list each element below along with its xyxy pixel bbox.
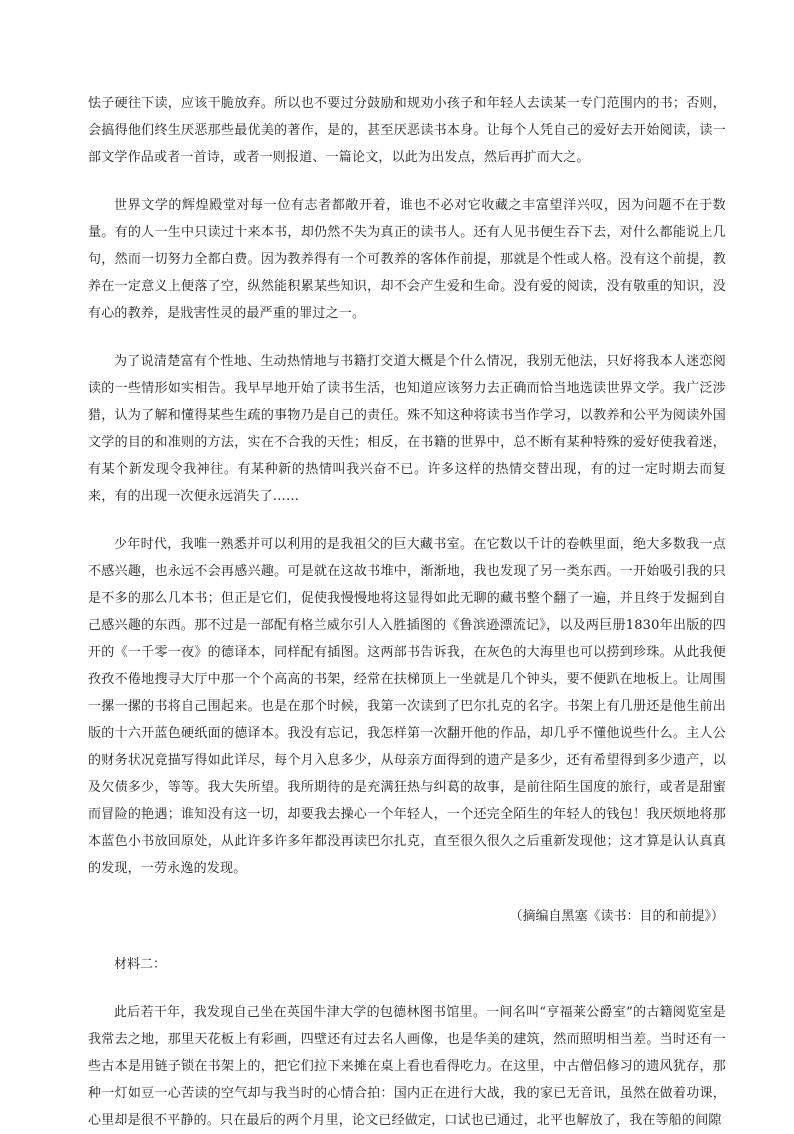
paragraph-1: 怯子硬往下读，应该干脆放弃。所以也不要过分鼓励和规劝小孩子和年轻人去读某一专门范围内的书；否则，会搞得他们终生厌恶那些最优美的著作，是的，甚至厌恶读书本身。让每个人凭自己的爱好去开始阅读，读一部文学作品或者一首诗，或者一则报道、一篇论文，以此为出发点，然后再扩而大之。 <box>88 96 726 165</box>
paragraph-gap <box>88 882 726 903</box>
paragraph-5: 此后若干年，我发现自己坐在英国牛津大学的包德林图书馆里。一间名叫“亨福莱公爵室”的古籍阅览室是我常去之地，那里天花板上有彩画，四壁还有过去名人画像，也是华美的建筑，然而照明相当差。当时还有一些古本是用链子锁在书架上的，把它们拉下来摊在桌上看也看得吃力。在这里，中古僧侣修习的遗风犹存，那种一灯如豆一心苦读的空气却与我当时的心情合拍：国内正在进行大战，我的家已无音讯，虽然在做着功课，心里却是很不平静的。只在最后的两个月里，论文已经做定，口试也已通过，北平也解放了，我在等船的间隙 <box>88 1005 726 1128</box>
paragraph-gap <box>88 327 726 348</box>
paragraph-4: 少年时代，我唯一熟悉并可以利用的是我祖父的巨大藏书室。在它数以千计的卷帙里面，绝大多数我一点不感兴趣，也永远不会再感兴趣。可是就在这故书堆中，渐渐地，我也发现了另一类东西。一开始吸引我的只是不多的那么几本书；但正是它们，促使我慢慢地将这显得如此无聊的藏书整个翻了一遍，并且终于发掘到自己感兴趣的东西。那不过是一部配有格兰威尔引人入胜插图的《鲁滨逊漂流记》，以及两巨册1830年出版的四开的《一千零一夜》的德译本，同样配有插图。这两部书告诉我，在灰色的大海里也可以捞到珍珠。从此我便孜孜不倦地搜寻大厅中那一个个高高的书架，经常在扶梯顶上一坐就是几个钟头，要不便趴在地板上。让周围一摞一摞的书将自己围起来。也是在那个时候，我第一次读到了巴尔扎克的名字。书架上有几册还是他生前出版的十六开蓝色硬纸面的德译本。我没有忘记，我怎样第一次翻开他的作品，却几乎不懂他说些什么。主人公的财务状况竟描写得如此详尽，每个月入息多少，从母亲方面得到的遗产是多少，还有希望得到多少遗产，以及欠债多少，等等。我大失所望。我所期待的是充满狂热与纠葛的故事，是前往陌生国度的旅行，或者是甜蜜而冒险的艳遇；谁知没有这一切，却要我去操心一个年轻人，一个还完全陌生的年轻人的钱包！我厌烦地将那本蓝色小书放回原处，从此许多许多年都没再读巴尔扎克，直至很久很久之后重新发现他；这才算是认认真真的发现，一劳永逸的发现。 <box>88 537 726 876</box>
paragraph-2: 世界文学的辉煌殿堂对每一位有志者都敞开着，谁也不必对它收藏之丰富望洋兴叹，因为问题不在于数量。有的人一生中只读过十来本书，却仍然不失为真正的读书人。还有人见书便生吞下去，对什么都能说上几句，然而一切努力全都白费。因为教养得有一个可教养的客体作前提，那就是个性或人格。没有这个前提，教养在一定意义上便落了空，纵然能积累某些知识，却不会产生爱和生命。没有爱的阅读，没有敬重的知识，没有心的教养，是戕害性灵的最严重的罪过之一。 <box>88 198 726 321</box>
material-two-heading: 材料二： <box>114 957 167 972</box>
paragraph-gap <box>88 510 726 531</box>
paragraph-gap <box>88 930 726 951</box>
paragraph-3: 为了说清楚富有个性地、生动热情地与书籍打交道大概是个什么情况，我别无他法，只好将我本人迷恋阅读的一些情形如实相告。我早早地开始了读书生活，也知道应该努力去正确而恰当地选读世界文学。我广泛涉猎，认为了解和懂得某些生疏的事物乃是自己的责任。殊不知这种将读书当作学习，以教养和公平为阅读外国文学的目的和准则的方法，实在不合我的天性；相反，在书籍的世界中，总不断有某种特殊的爱好使我着迷，有某个新发现令我神往。有某种新的热情叫我兴奋不已。许多这样的热情交替出现，有的过一定时期去而复来，有的出现一次便永远消失了…… <box>88 354 726 504</box>
source-citation: （摘编自黑塞《读书：目的和前提》） <box>509 909 724 924</box>
document-page <box>88 90 726 1134</box>
paragraph-gap <box>88 978 726 999</box>
paragraph-gap <box>88 171 726 192</box>
